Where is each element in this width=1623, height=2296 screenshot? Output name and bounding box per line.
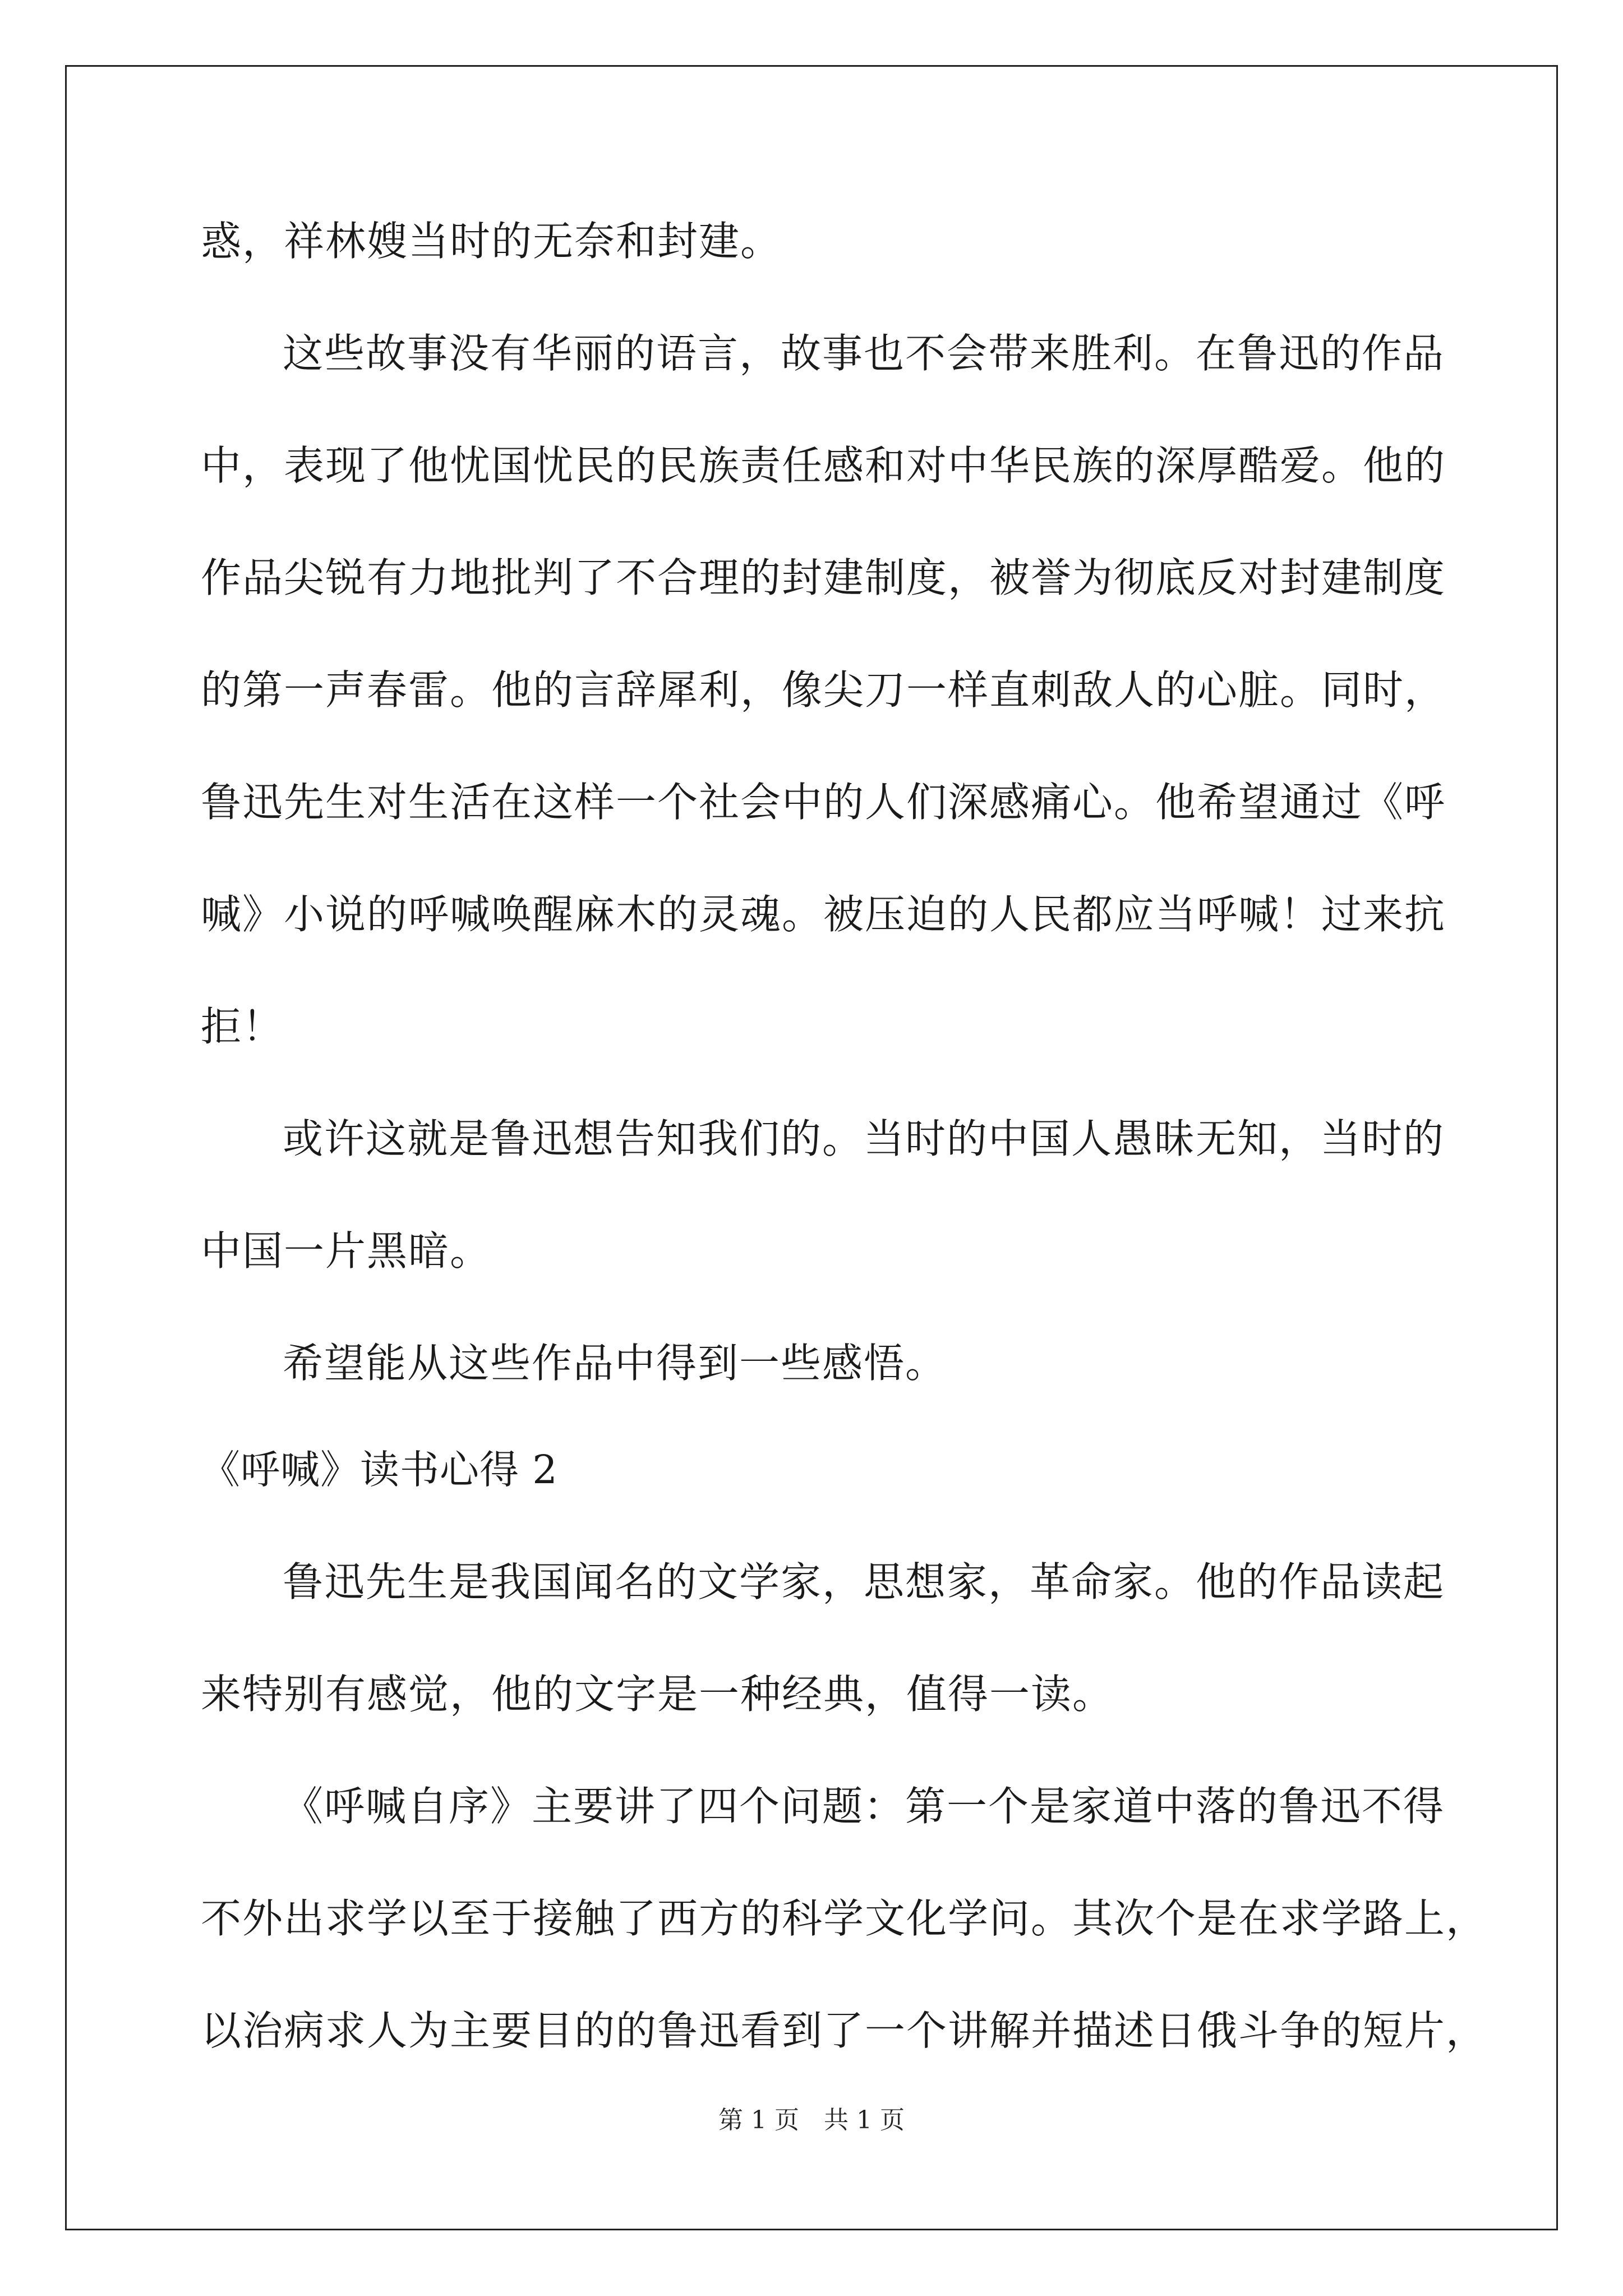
text-line: 惑，祥林嫂当时的无奈和封建。 [201,218,782,265]
text-line: 中国一片黑暗。 [201,1227,492,1274]
text-line: 的第一声春雷。他的言辞犀利，像尖刀一样直刺敌人的心脏。同时， [201,666,1446,714]
text-line: 中，表现了他忧国忧民的民族责任感和对中华民族的深厚酷爱。他的 [201,442,1446,489]
text-line: 以治病求人为主要目的的鲁迅看到了一个讲解并描述日俄斗争的短片， [201,2007,1488,2054]
text-line: 作品尖锐有力地批判了不合理的封建制度，被誉为彻底反对封建制度 [201,554,1446,601]
paragraph-start-line: 或许这就是鲁迅想告知我们的。当时的中国人愚昧无知，当时的 [283,1115,1445,1162]
paragraph-start-line: 《呼喊自序》主要讲了四个问题：第一个是家道中落的鲁迅不得 [283,1783,1445,1830]
text-line: 来特别有感觉，他的文字是一种经典，值得一读。 [201,1671,1114,1718]
text-line: 不外出求学以至于接触了西方的科学文化学问。其次个是在求学路上， [201,1895,1488,1942]
text-line: 鲁迅先生对生活在这样一个社会中的人们深感痛心。他希望通过《呼 [201,779,1446,826]
section-heading: 《呼喊》读书心得 2 [201,1447,558,1493]
text-line: 拒！ [201,1003,284,1050]
page-footer: 第 1 页 共 1 页 [718,2106,905,2134]
paragraph-start-line: 鲁迅先生是我国闻名的文学家，思想家，革命家。他的作品读起 [283,1558,1445,1605]
text-line: 喊》小说的呼喊唤醒麻木的灵魂。被压迫的人民都应当呼喊！过来抗 [201,891,1446,938]
paragraph-start-line: 这些故事没有华丽的语言，故事也不会带来胜利。在鲁迅的作品 [283,330,1445,377]
paragraph-start-line: 希望能从这些作品中得到一些感悟。 [283,1340,947,1387]
